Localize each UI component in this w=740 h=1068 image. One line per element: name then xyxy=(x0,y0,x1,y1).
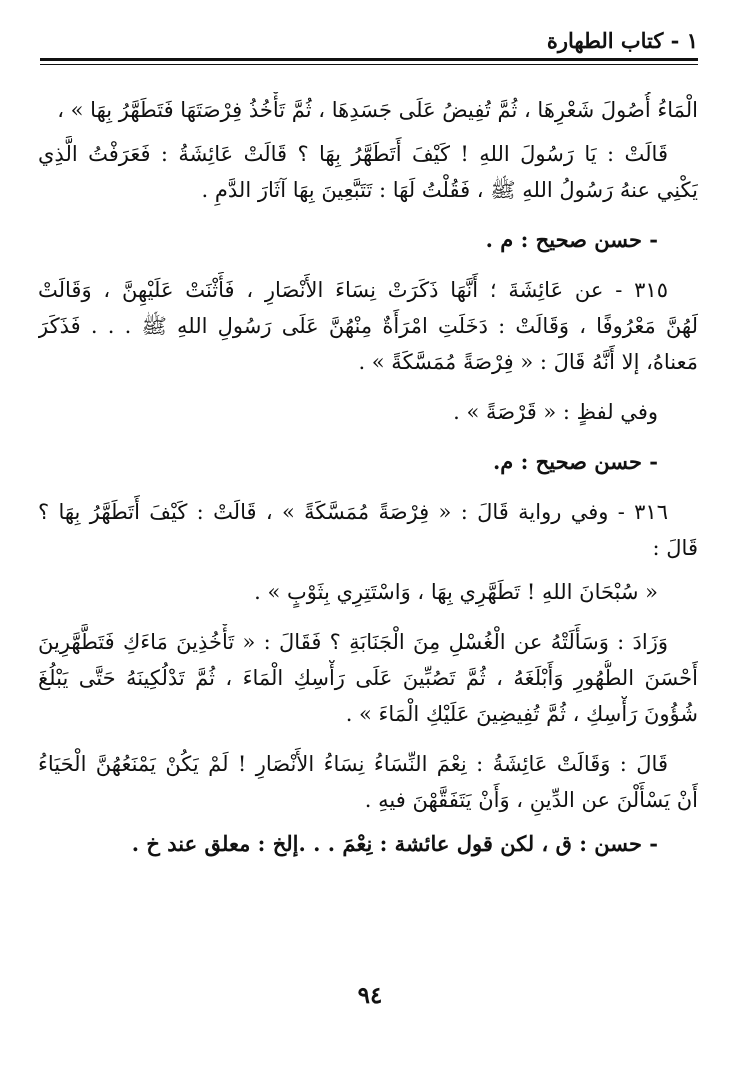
text-line: الْمَاءُ أُصُولَ شَعْرِهَا ، ثُمَّ تُفِيضُ عَلَى جَسَدِهَا ، ثُمَّ تَأْخُذُ فِرْصَتَهَا فَتَطَهَّرُ بِهَا » ، xyxy=(57,98,698,122)
text-line: أَحْسَنَ الطُّهُورِ وَأَبْلَغَهُ ، ثُمَّ تَصُبِّينَ عَلَى رَأْسِكِ الْمَاءَ ، ثُمَّ تَدْلُكِينَهُ حَتَّى يَبْلُغَ xyxy=(38,666,698,690)
variant-wording: وفي لفظٍ : « قَرْصَةً » . xyxy=(453,400,658,424)
text-line: شُؤُونَ رَأْسِكِ ، ثُمَّ تُفِيضِينَ عَلَيْكِ الْمَاءَ » . xyxy=(345,702,698,726)
text-line: مَعناهُ، إلا أَنَّهُ قَالَ : « فِرْصَةً مُمَسَّكَةً » . xyxy=(358,350,698,374)
text-line: يَكْنِي عنهُ رَسُولُ اللهِ ﷺ ، فَقُلْتُ لَهَا : تَتَبَّعِينَ بِهَا آثَارَ الدَّمِ . xyxy=(201,178,698,202)
text-line: قَالَ : وَقَالَتْ عَائِشَةُ : نِعْمَ النِّسَاءُ نِسَاءُ الأَنْصَارِ ! لَمْ يَكُنْ يَمْنَعُهُنَّ الْحَيَاءُ xyxy=(38,752,668,776)
quoted-saying: « سُبْحَانَ اللهِ ! تَطَهَّرِي بِهَا ، وَاسْتَتِرِي بِثَوْبٍ » . xyxy=(254,580,658,604)
hadith-grading: - حسن صحيح : م . xyxy=(485,227,658,252)
hadith-grading: - حسن : ق ، لكن قول عائشة : نِعْمَ . . .إلخ : معلق عند خ . xyxy=(131,831,658,856)
text-line: لَهُنَّ مَعْرُوفًا ، وَقَالَتْ : دَخَلَتِ امْرَأَةٌ مِنْهُنَّ عَلَى رَسُولِ اللهِ ﷺ . . . فَذَكَرَ xyxy=(38,314,698,338)
header-rule-thin xyxy=(40,64,698,65)
page-number: ٩٤ xyxy=(357,982,383,1009)
text-line: قَالَ : xyxy=(652,536,698,560)
hadith-315-line: ٣١٥ - عن عَائِشَةَ ؛ أَنَّهَا ذَكَرَتْ نِسَاءَ الأَنْصَارِ ، فَأَثْنَتْ عَلَيْهِنَّ ، وَقَالَتْ xyxy=(38,278,668,302)
hadith-grading: - حسن صحيح : م. xyxy=(492,449,658,474)
hadith-316-line: ٣١٦ - وفي رواية قَالَ : « فِرْصَةً مُمَسَّكَةً » ، قَالَتْ : كَيْفَ أَتَطَهَّرُ بِهَا ؟ xyxy=(38,500,668,524)
text-line: قَالَتْ : يَا رَسُولَ اللهِ ! كَيْفَ أَتَطَهَّرُ بِهَا ؟ قَالَتْ عَائِشَةُ : فَعَرَفْتُ الَّذِي xyxy=(38,142,668,166)
page-body xyxy=(38,92,698,862)
header-rule-thick xyxy=(40,58,698,61)
text-line: أَنْ يَسْأَلْنَ عن الدِّينِ ، وَأَنْ يَتَفَقَّهْنَ فيهِ . xyxy=(364,788,698,812)
text-line: وَزَادَ : وَسَأَلَتْهُ عن الْغُسْلِ مِنَ الْجَنَابَةِ ؟ فَقَالَ : « تَأْخُذِينَ مَاءَكِ فَتَطَّهَّرِينَ xyxy=(38,630,668,654)
running-head: ١ - كتاب الطهارة xyxy=(546,28,698,53)
